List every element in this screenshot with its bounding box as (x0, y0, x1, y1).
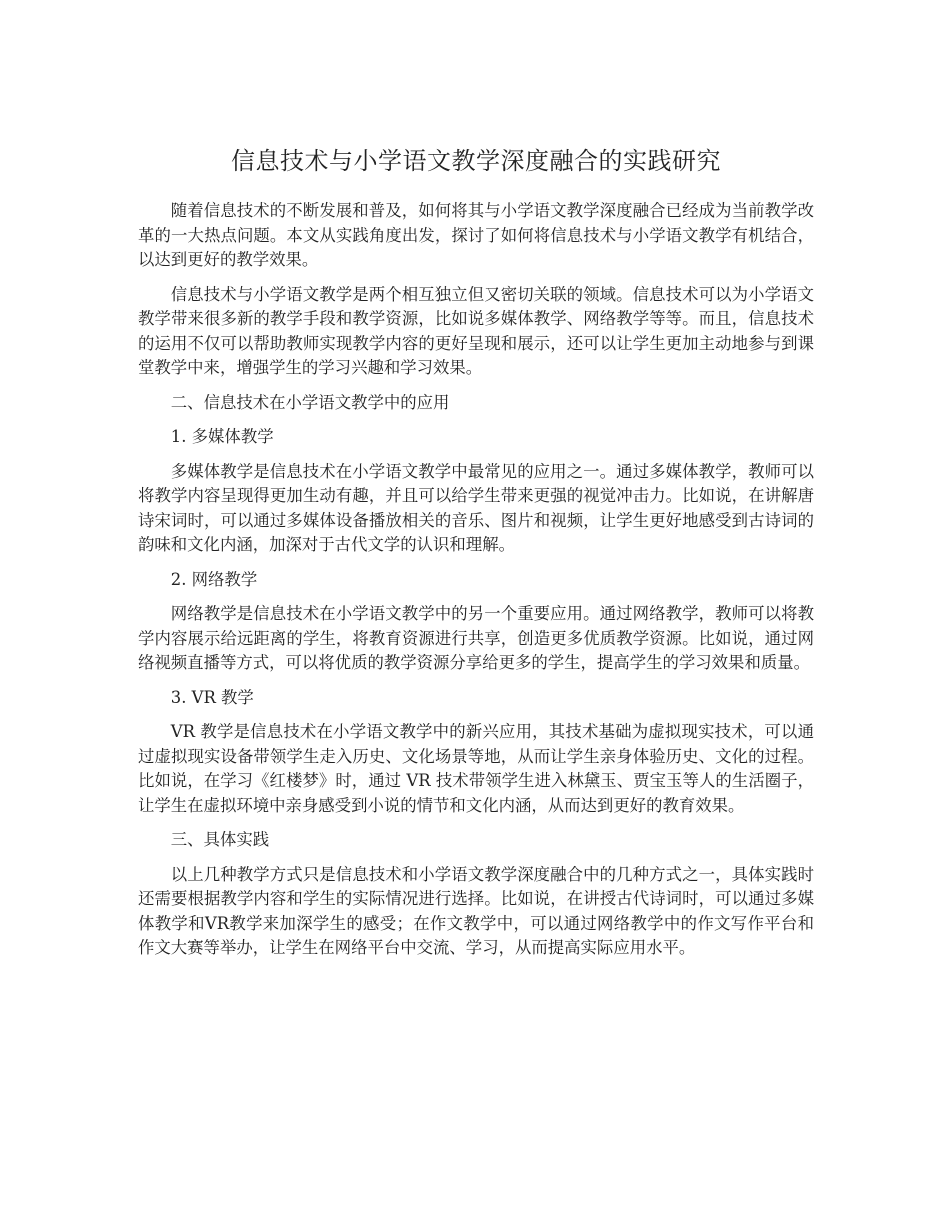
section-heading-application: 二、信息技术在小学语文教学中的应用 (170, 392, 450, 412)
paragraph-practice: 以上几种教学方式只是信息技术和小学语文教学深度融合中的几种方式之一，具体实践时还需要根据教学内容和学生的实际情况进行选择。比如说，在讲授古代诗词时，可以通过多媒体教学和VR教学来加深学生的感受；在作文教学中，可以通过网络教学中的作文写作平台和作文大赛等举办，让学生在网络平台中交流、学习，从而提高实际应用水平。 (138, 864, 814, 957)
paragraph-background: 信息技术与小学语文教学是两个相互独立但又密切关联的领域。信息技术可以为小学语文教学带来很多新的教学手段和教学资源，比如说多媒体教学、网络教学等等。而且，信息技术的运用不仅可以帮助教师实现教学内容的更好呈现和展示，还可以让学生更加主动地参与到课堂教学中来，增强学生的学习兴趣和学习效果。 (138, 284, 814, 377)
subheading-network: 2. 网络教学 (170, 569, 258, 589)
paragraph-intro: 随着信息技术的不断发展和普及，如何将其与小学语文教学深度融合已经成为当前教学改革的一大热点问题。本文从实践角度出发，探讨了如何将信息技术与小学语文教学有机结合，以达到更好的教学效果。 (138, 201, 814, 269)
document-page (138, 143, 814, 971)
document-title: 信息技术与小学语文教学深度融合的实践研究 (231, 147, 721, 175)
subheading-multimedia: 1. 多媒体教学 (170, 427, 274, 446)
paragraph-vr: VR 教学是信息技术在小学语文教学中的新兴应用，其技术基础为虚拟现实技术，可以通过虚拟现实设备带领学生走入历史、文化场景等地，从而让学生亲身体验历史、文化的过程。比如说，在学习《红楼梦》时，通过 VR 技术带领学生进入林黛玉、贾宝玉等人的生活圈子，让学生在虚拟环境中亲身感受到小说的情节和文化内涵，从而达到更好的教育效果。 (138, 722, 814, 815)
paragraph-network: 网络教学是信息技术在小学语文教学中的另一个重要应用。通过网络教学，教师可以将教学内容展示给远距离的学生，将教育资源进行共享，创造更多优质教学资源。比如说，通过网络视频直播等方式，可以将优质的教学资源分享给更多的学生，提高学生的学习效果和质量。 (138, 604, 814, 672)
paragraph-multimedia: 多媒体教学是信息技术在小学语文教学中最常见的应用之一。通过多媒体教学，教师可以将教学内容呈现得更加生动有趣，并且可以给学生带来更强的视觉冲击力。比如说，在讲解唐诗宋词时，可以通过多媒体设备播放相关的音乐、图片和视频，让学生更好地感受到古诗词的韵味和文化内涵，加深对于古代文学的认识和理解。 (138, 461, 814, 554)
section-heading-practice: 三、具体实践 (170, 830, 270, 849)
subheading-vr: 3. VR 教学 (170, 687, 254, 707)
